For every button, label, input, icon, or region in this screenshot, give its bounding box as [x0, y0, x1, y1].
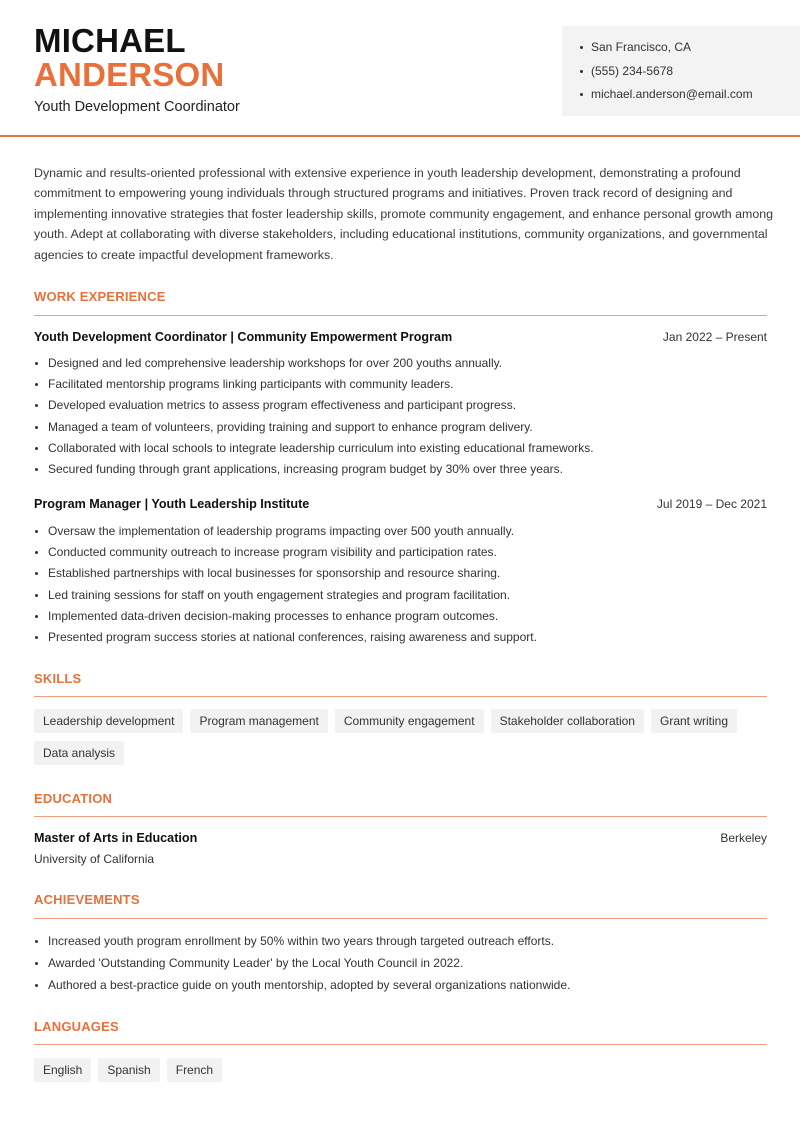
bullet-text: Authored a best-practice guide on youth mentorship, adopted by several organizations nationwide.	[48, 978, 571, 992]
section-divider	[34, 315, 767, 316]
bullet-icon	[35, 426, 38, 429]
list-item	[34, 397, 774, 418]
education-row	[34, 831, 767, 845]
section-divider	[34, 918, 767, 919]
bullet-text: Managed a team of volunteers, providing training and support to enhance program delivery.	[48, 419, 533, 434]
resume-header	[0, 0, 800, 137]
skills-list	[34, 709, 774, 765]
list-item	[34, 461, 774, 482]
bullet-text: Secured funding through grant applications, increasing program budget by 30% over three years.	[48, 461, 563, 476]
section-title-achievements: ACHIEVEMENTS	[34, 892, 140, 907]
list-item	[34, 419, 774, 440]
list-item	[34, 933, 774, 955]
bullet-icon	[35, 572, 38, 575]
contact-phone-text: (555) 234-5678	[591, 63, 674, 78]
bullet-text: Established partnerships with local businesses for sponsorship and resource sharing.	[48, 566, 501, 581]
bullet-icon	[35, 468, 38, 471]
list-item	[34, 355, 774, 376]
list-item	[34, 565, 774, 586]
section-divider	[34, 1044, 767, 1045]
list-item	[34, 376, 774, 397]
skill-chip: Data analysis	[34, 741, 124, 765]
skill-chip: Leadership development	[34, 709, 183, 733]
bullet-icon	[35, 636, 38, 639]
job-role: Youth Development Coordinator | Community Empowerment Program	[34, 330, 453, 344]
skill-chip: Program management	[190, 709, 327, 733]
section-title-work-experience: WORK EXPERIENCE	[34, 289, 166, 304]
contact-email	[580, 86, 800, 110]
bullet-icon	[580, 46, 583, 49]
list-item	[34, 544, 774, 565]
bullet-icon	[35, 940, 38, 943]
contact-location	[580, 39, 800, 63]
bullet-text: Designed and led comprehensive leadership workshops for over 200 youths annually.	[48, 356, 503, 370]
bullet-text: Conducted community outreach to increase program visibility and participation rates.	[48, 545, 497, 560]
language-chip: Spanish	[98, 1058, 159, 1082]
education-location: Berkeley	[720, 831, 767, 845]
list-item	[34, 608, 774, 629]
bullet-text: Led training sessions for staff on youth engagement strategies and program facilitation.	[48, 587, 511, 602]
skill-chip: Grant writing	[651, 709, 737, 733]
list-item	[34, 587, 774, 608]
list-item	[34, 977, 774, 999]
section-title-languages: LANGUAGES	[34, 1019, 119, 1034]
contact-email-text: michael.anderson@email.com	[591, 87, 753, 101]
first-name: MICHAEL	[34, 22, 186, 59]
education-school: University of California	[34, 852, 155, 866]
bullet-icon	[35, 530, 38, 533]
section-divider	[34, 816, 767, 817]
bullet-icon	[35, 962, 38, 965]
bullet-text: Facilitated mentorship programs linking participants with community leaders.	[48, 377, 454, 392]
section-divider	[34, 696, 767, 697]
bullet-icon	[35, 447, 38, 450]
bullet-icon	[35, 404, 38, 407]
bullet-icon	[35, 615, 38, 618]
education-degree: Master of Arts in Education	[34, 831, 198, 845]
summary-paragraph: Dynamic and results-oriented professional with extensive experience in youth leadership development, demonstrating a profound commitment to empowering young individuals through structured programs and initiatives. Proven track record of designing and implementing innovative strategies that foster leadership skills, promote community engagement, and enhance personal growth among youth. Adept at collaborating with diverse stakeholders, including educational institutions, community organizations, and governmental agencies to create impactful development frameworks.	[34, 166, 774, 262]
achievements-list	[34, 933, 774, 999]
languages-list	[34, 1058, 774, 1082]
bullet-text: Collaborated with local schools to integrate leadership curriculum into existing educational frameworks.	[48, 440, 594, 455]
bullet-text: Presented program success stories at national conferences, raising awareness and support.	[48, 629, 537, 644]
bullet-icon	[35, 362, 38, 365]
contact-location-text: San Francisco, CA	[591, 40, 692, 54]
bullet-text: Oversaw the implementation of leadership programs impacting over 500 youth annually.	[48, 524, 515, 538]
list-item	[34, 955, 774, 977]
bullet-icon	[580, 70, 583, 73]
contact-phone	[580, 63, 800, 87]
bullet-icon	[35, 383, 38, 386]
job-dates: Jul 2019 – Dec 2021	[656, 497, 767, 511]
section-title-education: EDUCATION	[34, 791, 113, 806]
skill-chip: Community engagement	[335, 709, 484, 733]
job-bullets	[34, 523, 774, 650]
bullet-icon	[35, 594, 38, 597]
job-title: Youth Development Coordinator	[34, 99, 240, 115]
section-title-skills: SKILLS	[34, 671, 82, 686]
list-item	[34, 629, 774, 650]
job-header	[34, 330, 767, 344]
bullet-icon	[580, 93, 583, 96]
last-name: ANDERSON	[34, 56, 225, 93]
language-chip: English	[34, 1058, 91, 1082]
job-role: Program Manager | Youth Leadership Institute	[34, 497, 310, 511]
bullet-icon	[35, 551, 38, 554]
language-chip: French	[167, 1058, 222, 1082]
job-header	[34, 497, 767, 511]
bullet-icon	[35, 984, 38, 987]
bullet-text: Implemented data-driven decision-making processes to enhance program outcomes.	[48, 608, 499, 623]
bullet-text: Developed evaluation metrics to assess program effectiveness and participant progress.	[48, 398, 517, 413]
list-item	[34, 440, 774, 461]
contact-box	[562, 26, 800, 116]
job-bullets	[34, 355, 774, 482]
bullet-text: Increased youth program enrollment by 50% within two years through targeted outreach efforts.	[48, 934, 555, 948]
list-item	[34, 523, 774, 544]
bullet-text: Awarded 'Outstanding Community Leader' by the Local Youth Council in 2022.	[48, 956, 464, 970]
skill-chip: Stakeholder collaboration	[491, 709, 644, 733]
job-dates: Jan 2022 – Present	[662, 330, 767, 344]
